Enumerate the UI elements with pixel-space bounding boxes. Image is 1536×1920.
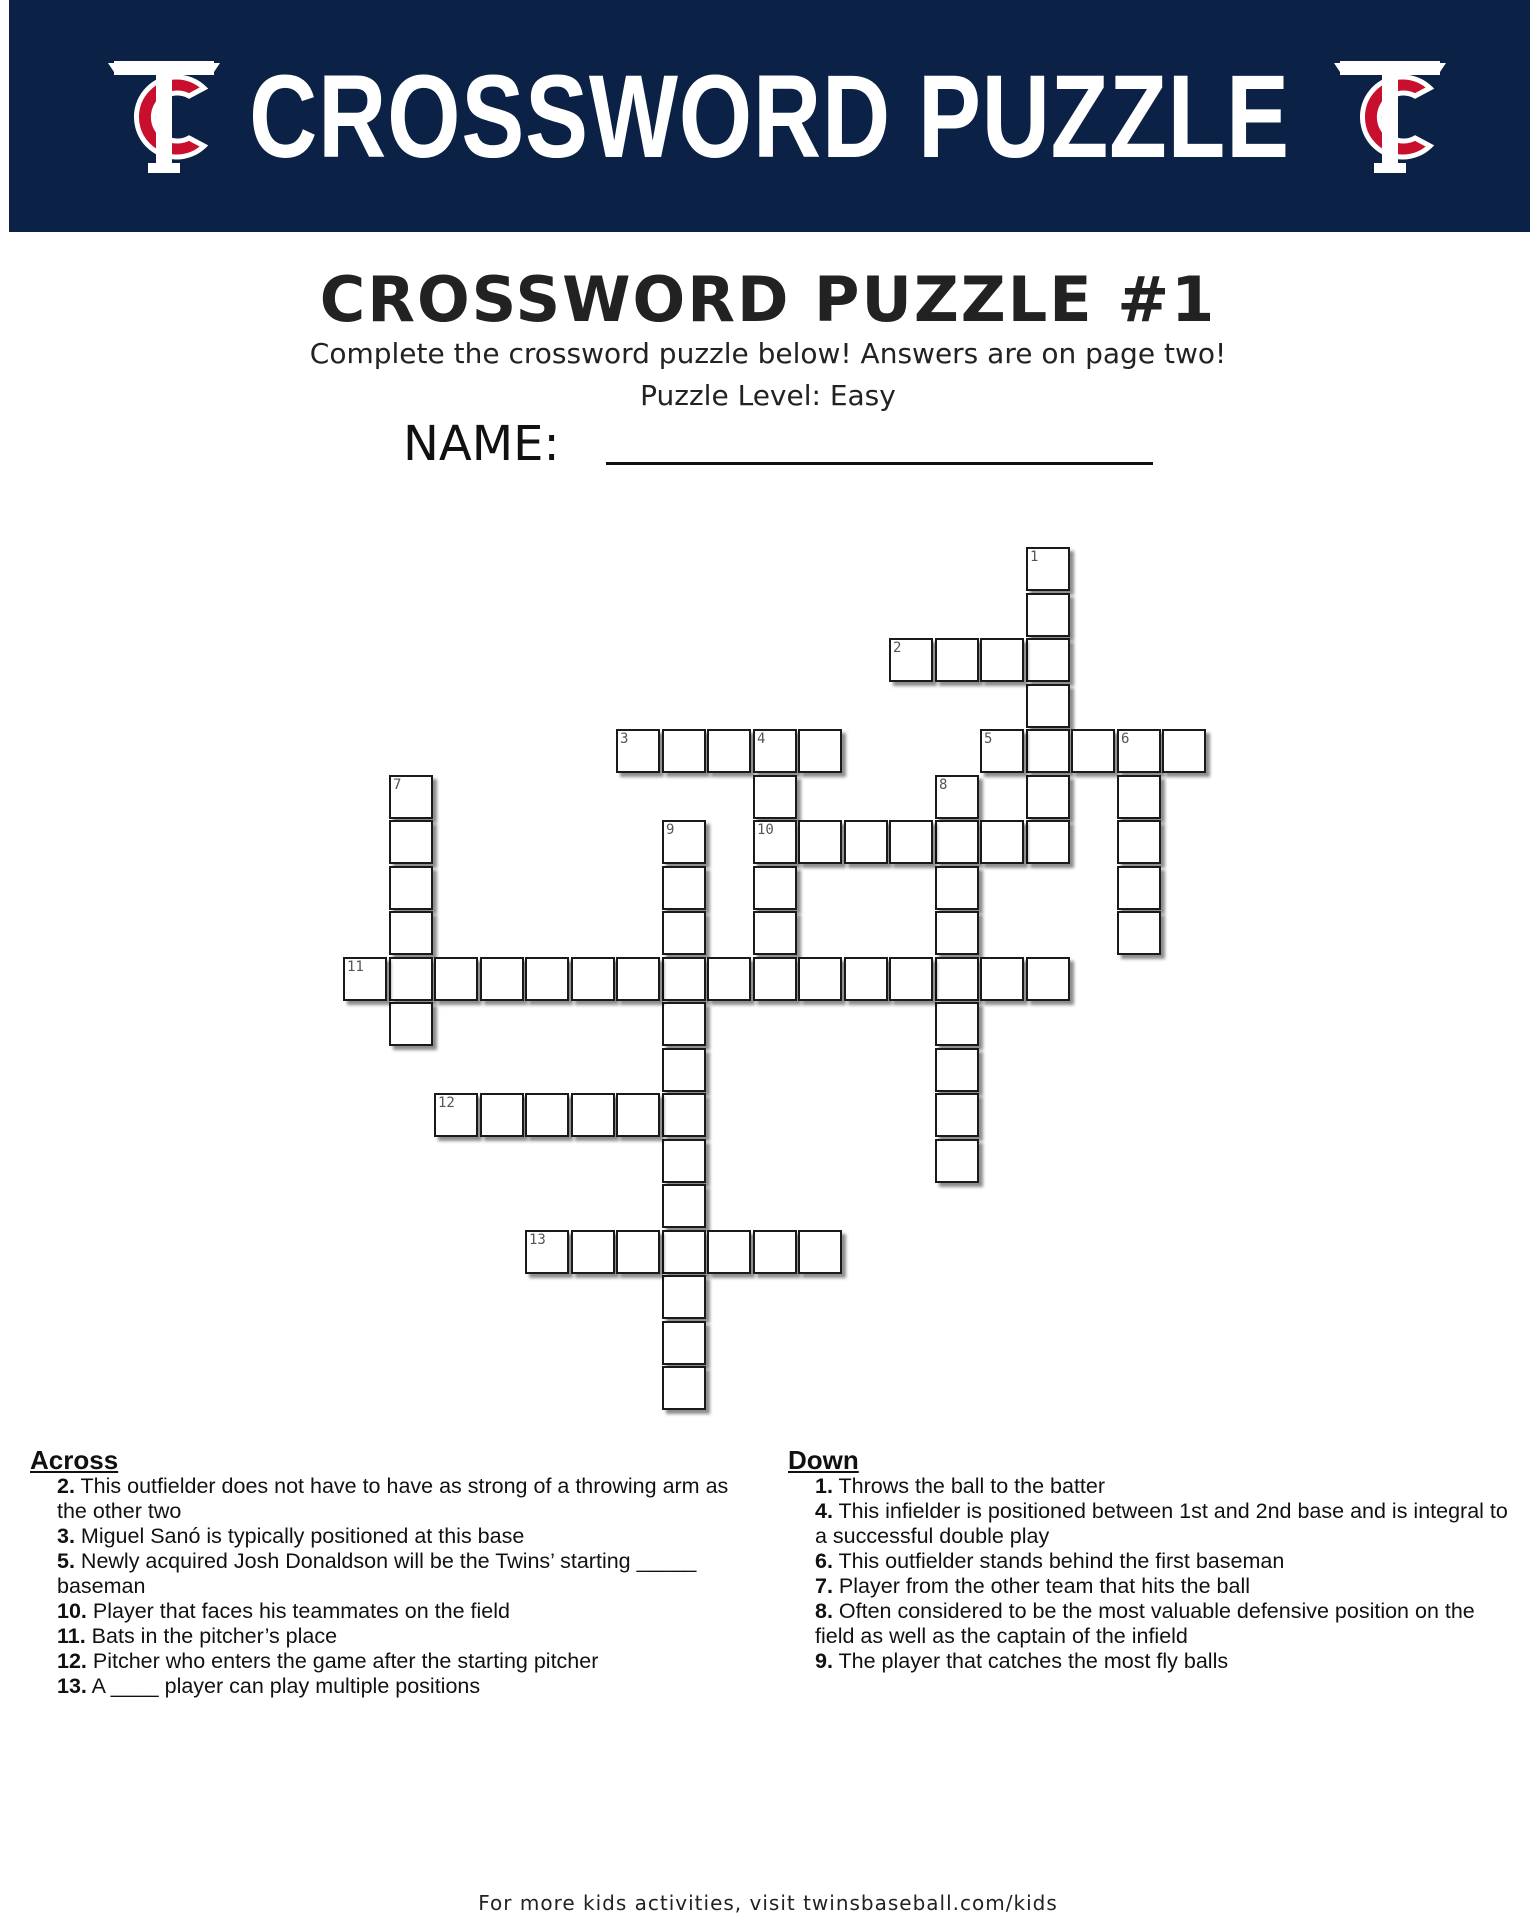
clue-item-number: 9. xyxy=(815,1649,833,1673)
clue-number: 10 xyxy=(757,822,774,838)
name-write-line[interactable] xyxy=(606,462,1153,465)
crossword-cell[interactable] xyxy=(662,1275,706,1319)
crossword-cell[interactable] xyxy=(662,1139,706,1183)
clue-item xyxy=(815,1499,1508,1549)
crossword-cell[interactable] xyxy=(1117,729,1161,773)
crossword-cell[interactable] xyxy=(343,957,387,1001)
crossword-cell[interactable] xyxy=(571,1230,615,1274)
crossword-cell[interactable] xyxy=(1026,593,1070,637)
crossword-cell[interactable] xyxy=(662,1093,706,1137)
crossword-cell[interactable] xyxy=(707,1230,751,1274)
clue-item xyxy=(57,1524,750,1549)
crossword-cell[interactable] xyxy=(662,866,706,910)
crossword-cell[interactable] xyxy=(434,957,478,1001)
crossword-cell[interactable] xyxy=(662,957,706,1001)
crossword-cell[interactable] xyxy=(935,911,979,955)
crossword-cell[interactable] xyxy=(662,729,706,773)
crossword-cell[interactable] xyxy=(525,1230,569,1274)
crossword-cell[interactable] xyxy=(389,820,433,864)
crossword-cell[interactable] xyxy=(889,820,933,864)
clue-item xyxy=(815,1599,1508,1649)
crossword-cell[interactable] xyxy=(980,820,1024,864)
crossword-cell[interactable] xyxy=(935,1002,979,1046)
crossword-cell[interactable] xyxy=(480,957,524,1001)
puzzle-title: CROSSWORD PUZZLE #1 xyxy=(319,263,1217,336)
clue-item-number: 2. xyxy=(57,1474,75,1498)
crossword-cell[interactable] xyxy=(935,775,979,819)
across-clue-list xyxy=(30,1474,750,1699)
clue-item-text: Bats in the pitcher’s place xyxy=(85,1624,338,1648)
crossword-cell[interactable] xyxy=(935,866,979,910)
clue-item-text: This outfielder does not have to have as strong of a throwing arm as the other two xyxy=(57,1474,729,1523)
crossword-cell[interactable] xyxy=(935,1048,979,1092)
clue-item xyxy=(815,1649,1508,1674)
crossword-cell[interactable] xyxy=(753,729,797,773)
crossword-cell[interactable] xyxy=(980,638,1024,682)
clue-item-text: Pitcher who enters the game after the starting pitcher xyxy=(86,1649,599,1673)
crossword-cell[interactable] xyxy=(389,866,433,910)
crossword-cell[interactable] xyxy=(662,911,706,955)
crossword-cell[interactable] xyxy=(753,1230,797,1274)
crossword-cell[interactable] xyxy=(662,1230,706,1274)
crossword-cell[interactable] xyxy=(889,957,933,1001)
twins-logo-icon xyxy=(1332,55,1448,179)
crossword-cell[interactable] xyxy=(571,957,615,1001)
clue-number: 12 xyxy=(438,1095,455,1111)
crossword-cell[interactable] xyxy=(980,729,1024,773)
crossword-cell[interactable] xyxy=(662,1366,706,1410)
clue-number: 9 xyxy=(666,822,675,838)
crossword-cell[interactable] xyxy=(1026,547,1070,591)
clue-item-text: Miguel Sanó is typically positioned at this base xyxy=(74,1524,525,1548)
crossword-cell[interactable] xyxy=(1026,684,1070,728)
crossword-cell[interactable] xyxy=(525,957,569,1001)
crossword-cell[interactable] xyxy=(844,820,888,864)
crossword-cell[interactable] xyxy=(935,638,979,682)
crossword-cell[interactable] xyxy=(662,820,706,864)
crossword-cell[interactable] xyxy=(980,957,1024,1001)
crossword-cell[interactable] xyxy=(616,957,660,1001)
across-heading: Across xyxy=(30,1445,119,1475)
clue-number: 8 xyxy=(939,777,948,793)
crossword-cell[interactable] xyxy=(753,911,797,955)
clue-item-number: 4. xyxy=(815,1499,833,1523)
crossword-cell[interactable] xyxy=(389,911,433,955)
clue-item xyxy=(815,1549,1508,1574)
crossword-cell[interactable] xyxy=(662,1184,706,1228)
crossword-cell[interactable] xyxy=(389,1002,433,1046)
crossword-cell[interactable] xyxy=(1026,729,1070,773)
crossword-cell[interactable] xyxy=(616,1230,660,1274)
clue-number: 1 xyxy=(1030,549,1039,565)
crossword-cell[interactable] xyxy=(1026,957,1070,1001)
crossword-cell[interactable] xyxy=(571,1093,615,1137)
crossword-cell[interactable] xyxy=(434,1093,478,1137)
crossword-cell[interactable] xyxy=(389,775,433,819)
clue-item-text: Player that faces his teammates on the field xyxy=(86,1599,510,1623)
banner-title: CROSSWORD PUZZLE xyxy=(249,51,1290,183)
clue-item-text: This outfielder stands behind the first baseman xyxy=(832,1549,1285,1573)
crossword-cell[interactable] xyxy=(662,1321,706,1365)
crossword-cell[interactable] xyxy=(525,1093,569,1137)
crossword-cell[interactable] xyxy=(798,820,842,864)
clue-item-text: Player from the other team that hits the ball xyxy=(832,1574,1251,1598)
down-clue-list xyxy=(788,1474,1508,1674)
crossword-cell[interactable] xyxy=(798,957,842,1001)
clue-item-text: Often considered to be the most valuable defensive position on the field as well as the captain of the infield xyxy=(815,1599,1475,1648)
crossword-cell[interactable] xyxy=(662,1002,706,1046)
crossword-cell[interactable] xyxy=(1117,820,1161,864)
crossword-cell[interactable] xyxy=(1026,820,1070,864)
clue-item-number: 8. xyxy=(815,1599,833,1623)
crossword-cell[interactable] xyxy=(798,729,842,773)
crossword-cell[interactable] xyxy=(1117,775,1161,819)
crossword-cell[interactable] xyxy=(935,1139,979,1183)
clue-item xyxy=(57,1649,750,1674)
crossword-cell[interactable] xyxy=(935,820,979,864)
clue-item-number: 6. xyxy=(815,1549,833,1573)
header-banner xyxy=(9,0,1530,232)
clue-item-number: 13. xyxy=(57,1674,87,1698)
clue-item xyxy=(57,1674,750,1699)
crossword-cell[interactable] xyxy=(1071,729,1115,773)
clue-item-number: 12. xyxy=(57,1649,87,1673)
clue-item-number: 10. xyxy=(57,1599,87,1623)
crossword-cell[interactable] xyxy=(616,729,660,773)
clue-number: 3 xyxy=(620,731,629,747)
crossword-cell[interactable] xyxy=(889,638,933,682)
crossword-cell[interactable] xyxy=(753,957,797,1001)
across-clues xyxy=(30,1446,750,1699)
crossword-cell[interactable] xyxy=(480,1093,524,1137)
crossword-cell[interactable] xyxy=(935,957,979,1001)
clue-item-text: Throws the ball to the batter xyxy=(832,1474,1106,1498)
clue-item-text: A ____ player can play multiple positions xyxy=(86,1674,481,1698)
clue-number: 7 xyxy=(393,777,402,793)
crossword-cell[interactable] xyxy=(1162,729,1206,773)
crossword-cell[interactable] xyxy=(753,866,797,910)
crossword-cell[interactable] xyxy=(753,820,797,864)
name-label: NAME: xyxy=(403,416,560,472)
crossword-cell[interactable] xyxy=(1026,775,1070,819)
crossword-cell[interactable] xyxy=(753,775,797,819)
clue-item xyxy=(815,1574,1508,1599)
down-heading: Down xyxy=(788,1445,859,1475)
puzzle-level: Puzzle Level: Easy xyxy=(640,379,896,412)
clue-item xyxy=(57,1624,750,1649)
clue-item-number: 1. xyxy=(815,1474,833,1498)
clue-number: 2 xyxy=(893,640,902,656)
crossword-cell[interactable] xyxy=(389,957,433,1001)
crossword-cell[interactable] xyxy=(1026,638,1070,682)
clue-number: 5 xyxy=(984,731,993,747)
down-clues xyxy=(788,1446,1508,1674)
crossword-cell[interactable] xyxy=(844,957,888,1001)
crossword-cell[interactable] xyxy=(1117,911,1161,955)
clue-item xyxy=(57,1599,750,1624)
clue-item-text: This infielder is positioned between 1st and 2nd base and is integral to a successful double play xyxy=(815,1499,1508,1548)
crossword-cell[interactable] xyxy=(707,729,751,773)
clue-item-number: 3. xyxy=(57,1524,75,1548)
crossword-cell[interactable] xyxy=(1117,866,1161,910)
crossword-cell[interactable] xyxy=(707,957,751,1001)
clue-item-number: 7. xyxy=(815,1574,833,1598)
footer-text: For more kids activities, visit twinsbaseball.com/kids xyxy=(478,1891,1058,1915)
clue-item xyxy=(57,1549,750,1599)
clue-number: 4 xyxy=(757,731,766,747)
crossword-cell[interactable] xyxy=(662,1048,706,1092)
clue-item-text: The player that catches the most fly balls xyxy=(832,1649,1229,1673)
crossword-cell[interactable] xyxy=(935,1093,979,1137)
clue-number: 6 xyxy=(1121,731,1130,747)
clue-item-number: 11. xyxy=(57,1624,86,1648)
clue-number: 11 xyxy=(347,959,364,975)
clue-number: 13 xyxy=(529,1232,546,1248)
crossword-cell[interactable] xyxy=(616,1093,660,1137)
clue-item-text: Newly acquired Josh Donaldson will be the Twins’ starting _____ baseman xyxy=(57,1549,697,1598)
clue-item-number: 5. xyxy=(57,1549,75,1573)
clue-item xyxy=(57,1474,750,1524)
clue-item xyxy=(815,1474,1508,1499)
puzzle-instructions: Complete the crossword puzzle below! Answers are on page two! xyxy=(309,337,1227,370)
crossword-cell[interactable] xyxy=(798,1230,842,1274)
